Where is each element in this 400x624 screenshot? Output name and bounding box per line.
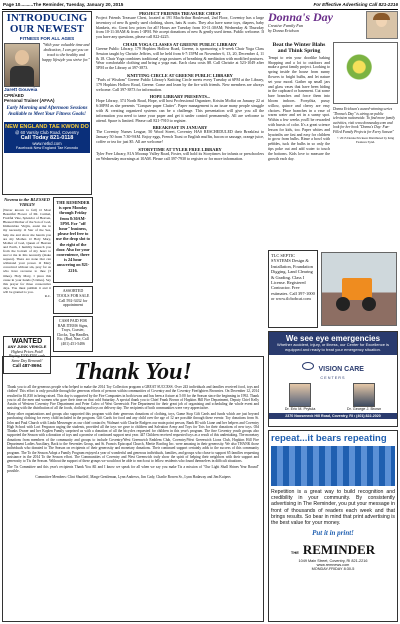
reminder-addr3: MONDAY-FRIDAY 8:30-5 (311, 567, 355, 572)
gym-phone: Call Today 821-0118 (20, 135, 74, 141)
header-rule (2, 9, 398, 10)
repeat-ad (268, 430, 398, 622)
thank-you-committee: Committee Members: Clint Shurtleff, Marge Gentleman, Lynn Andrews, Jim Cady, Charlie Bowen Sr., Lynn Hadaway and Jim Kuipers (35, 474, 231, 479)
page-header-right: For Effective Advertising Call 821-2216 (313, 2, 398, 7)
repeat-cta: Put it in print! (312, 529, 354, 538)
thank-you-p1: Thank you to all the generous people who helped to make the 2014 Toy Collection program a GREAT SUCCESS. Over 243 individuals and families received food, toys and clothes! This effort is only possible through the generous efforts of persons within communities of Coventry and the Coventry Firefighters Brownies. On December 12, 2014 resulted in $1,830 in being raised. This day is supported by the Fire Companies in both towns and has been a fixture at 5:00 for the Season since the beginning in 1992. Thank you to all the men and women who gave their time on that cold Saturday. A special thank you to Chief Frank Brown of Hopkins Hill Fire Department, Deputy Chief Kelly Austin of Western Coventry Fire Department and Peter Calvo of West Greenwich Fire Department for their great job of organizing and scheduling the whole event and assisting with the distribution of all the foods, clothing and toys on delivery day. The recipients of both communities were very appreciative. (7, 385, 259, 411)
thank-you-p3: The Tis Committee and this year's recipients Thank You All and I know we speak for all when we say you make Tis a mission of "Our Light Shall Shines Year Round" possible. (7, 464, 259, 474)
tlc-septic-ad (268, 250, 318, 328)
donna-byline: by Donna Erickson (268, 28, 299, 33)
storytime-title: STORYTIME AT TYLER FREE LIBRARY (138, 146, 222, 152)
knitting-title: KNITTING CIRCLE AT GREENE PUBLIC LIBRARY (127, 72, 233, 78)
novena-initials: R.C. (44, 293, 51, 298)
vision-brand-sub: CENTERS (320, 375, 346, 380)
repeat-body: Repetition is a great way to build recognition and credibility in your community. By consistently advertising in The Reminder, you put your message in front of thousands of readers each week and that brings results. So bear in mind that print advertising is the best value for your money. (271, 489, 395, 527)
assorted-tools-ad (53, 286, 93, 314)
donna-head: Beat the Winter Blahs and Think Spring (272, 42, 326, 55)
wanted-sub: ANY JUNK VEHICLE (7, 344, 47, 350)
donna-photo (366, 11, 398, 39)
reminder-office-box (53, 197, 93, 283)
breakfast-title: BREAKFAST IN JANUARY (152, 125, 208, 131)
trainer-photo (4, 43, 40, 87)
novena-body: (Never known to fail) O Most Beautiful Flower of Mt. Carmel, Fruitful Vine, Splendor of Heaven, Blessed Mother of the Son of God, Immaculate Virgin, assist me in my necessity. O Star of the Sea, help me and show me herein you are my Mother. O Holy Mary, Mother of God, Queen of Heaven and Earth, I humbly beseech you from the bottom of my heart to succor me in this necessity (make request). There are none that can withstand your power. O Mary conceived without sin, pray for us who have recourse to thee (3 times). Holy Mary, I place this cause in your hands (3 times). Say this prayer for three consecutive days. You must publish it and it will be granted to you. (3, 208, 51, 294)
thank-you-p2: Many other organizations and groups also supported this program with their generous donations of clothing, toys, Game Stop Gift Cards and funds which are just beyond purchasing clothing for every child included in the program. Gift Cards for food and any child over the age of 12 are possible through these events: Toy donations from St. John and Paul Church with Linda Messenger as our chief contact'er, Walmart with Charlie Rodgers our main point person, Bank RI with Liane and her helpers and Coventry High School with Lori Ferguson urging the students, provided all the toys we gave to children and Salvation Army and Toys for Tots for their donations of new toys. Old Thanks Owner and her Koplen Family surprised us with a donation of all the bicycles requested for children in this year's program. The fine Coventry youth groups also supported the Season with a donation of toys and a promise of continued support next year. 447 Children received requested toys as a result of this undertaking. The monetary donations from members of the community and groups to include Coventry/West Greenwich Emblem Club, Coventry/West Greenwich Lions Club, Hopkins Hill Fire Department Ladies Auxiliary, Back to the Seventies Group, and St. Francis Episcopal Church, Mertie Roofing Inc. were amazing in their generosity. We also THANK those individuals who donated to The Season on recipients of their generosity and monetary donations. Their continued support certainly adds to the success of this community program. The To the Season Adopt a Family Program enjoyed a year of wonderful and generous individuals, families, and groups who chose to support 65 families requesting assistance in the 2014 To the Season effort. The Communities of Coventry and West Greenwich truly show the spirit of helping their neighbors with their support and generosity to Tis the Season. Without the support of these groups we would not be able to reach out to fellow residents who found themselves in difficult situations. (7, 411, 259, 464)
spring-flowers-photo (333, 42, 398, 104)
trainer-cred: CPR/AED (4, 93, 24, 98)
assorted-text: ASSORTED TOOLS FOR SALE Call 592-3432 for appointment (56, 288, 90, 308)
office-hours-text: THE REMINDER is open Monday through Friday from 8:30AM-5PM. For "off hour" business, please feel free to use the drop slot to the right of the door. Also for your convenience, there is 24 hour answering on 821-2216. (56, 200, 90, 273)
reminder-the: THE (290, 550, 299, 556)
trainer-cred2: Personal Trainer (AFAA) (4, 98, 55, 103)
doctor-1-photo (289, 383, 311, 407)
doctor-2-photo (353, 383, 375, 407)
novena-notice (3, 197, 51, 333)
donna-credit: © 2015 Donna Erickson Distributed by King Features Synd. (336, 136, 395, 144)
eye-icon (302, 362, 314, 370)
vision-care-ad (268, 331, 398, 427)
vision-brand-name: VISION CARE (318, 365, 364, 373)
gym-address: @ 60 Varsity Club Road, Coventry (15, 130, 79, 135)
gym-name: NEW ENGLAND TAE KWON DO (5, 124, 89, 130)
vision-address: 2370 Nooseneck Hill Road, Coventry, RI • (401) 822-2020 (269, 413, 397, 419)
page-header-left: Page 10..........The Reminder, Tuesday, January 20, 2015 (3, 2, 124, 7)
gym-banner (4, 122, 90, 153)
reminder-addr2[interactable]: www.remnews.com (316, 563, 350, 568)
breakfast-body: The Coventry Nurses League, 50 Wood Street, Coventry HAS RESCHEDULED their Breakfast to January 50 from 7:30-9AM. Enjoy eggs, French Toast or English muffin, bacon or sausage, orange juice, coffee or tea for just $5. All are welcome! (96, 129, 264, 144)
wanted-line2: Paying $200-$300 cash (8, 354, 46, 359)
vision-head: We see eye emergencies (285, 334, 381, 343)
wanted-title: WANTED (11, 338, 43, 345)
novena-title: Novena to the BLESSED VIRGIN (4, 197, 50, 207)
donna-sub: Creative Family Fun (268, 23, 303, 28)
gym-facebook[interactable]: Facebook New England Tae Kwondo (15, 146, 79, 151)
wanted-phone: Call 487-8694 (12, 363, 42, 369)
donna-title: Donna's Day (268, 11, 334, 24)
reminder-addr1: 1049 Main Street, Coventry, RI 821-2216 (298, 559, 368, 564)
thank-you-letter (2, 356, 264, 622)
hope-body: Hope Library, 374 North Road, Hope, will host Professional Organizer, Kristin Moffat on January 22 at 6:30PM as she presents "Conquer paper Clutter". Paper management is an issue many people struggle with & creating organized systems can be a challenge. This presentation will give you all the information you need to tame your paper and get it under control permanently. All are welcome to attend. Space is limited. Please call 821-7910 to register. (96, 98, 264, 123)
session-cta: Early Morning and Afternoon Sessions Available to Meet Your Fitness Goals! (6, 106, 88, 117)
friends-title: PROJECT FRIENDS TREASURE CHEST (139, 11, 221, 16)
donna-caption: Donna Erickson's award-winning series "Donna's Day" is airing on public television nationwide. To find more family activities, visit www.donnasday.com and look for her book "Donna's Day: Fun-Filled Family Projects for Every Season" (333, 107, 395, 134)
vision-sub: Whether accident, injury, or illness, our Center for Excellence is equipped and ready to treat your emergency situation. (277, 342, 389, 352)
thank-you-title: Thank You! (74, 359, 192, 385)
bobcat-photo (321, 252, 397, 326)
newest-trainer-ad (2, 11, 92, 195)
cash-paid-ad (53, 316, 93, 352)
storytime-body: Tyler Free Library, 81A Moosup Valley Road, Foster, will hold its Storytimes for infants or preschoolers on Wednesday mornings at 10AM. Please call 397-7930 to register or for more information. (96, 150, 264, 161)
vision-brand (269, 358, 397, 376)
hope-title: HOPE LIBRARY PRESENTS... (149, 94, 211, 100)
repeat-head: repeat...it bears repeating (271, 433, 387, 444)
reminder-logo: REMINDER (302, 542, 376, 558)
gym-web[interactable]: www.netkd.com (32, 141, 62, 147)
wanted-line1: Highest Prices Paid! (11, 350, 43, 354)
tlc-text: TLC SEPTIC SYSTEMS Design & Installation, Foundation Digging, Land Clearing & Grading. Class I License. Registered Contractor. Free estimates. Call 397-1000 or www.tlcbobcat.com (271, 253, 315, 302)
doctor-1-name: Dr. Eric M. Prytula (284, 406, 316, 411)
friends-body: Project Friends Treasure Chest, located at 191 MacArthur Boulevard, 2nd Floor, Coventry has a large inventory of new & gently used clothing, shoes, hats & coats. They also have some toys, diapers, baby blankets, etc. Great low prices for all! Hours are Tuesday from 10-11:30AM; Wednesday & Thursday from 10-11:30AM & from 1-3PM. We accept donations of new & gently used items. Public welcome. If you have any questions, please call 822-4225. (96, 15, 264, 40)
yoga-title: CHAIR YOGA CLASSES AT GREENE PUBLIC LIBRARY (122, 41, 238, 47)
ad-title-2: OUR NEWEST (9, 23, 85, 35)
ad-subtitle: FITNESS FOR ALL AGES (19, 36, 75, 41)
vision-header (269, 332, 397, 355)
donna-body: Tempt to rein your doorlike baking Shopping and a lot to outdoors and make a great family project. Looking to spring inside the house from sunny flowers to bright bulbs, and let nature set your mood. Gather up small jars and glass vases that have been hiding in the cupboard or basement. Cut some bare branches and force them into bloom indoors. Forsythia, pussy willow, quince and cherry are easy choices. Place branches in a vase of warm water and set in a sunny spot. Within a few weeks you'll be rewarded with bursts of color. It's a great science lesson for kids, too. Paper whites and hyacinths are fast and easy for children to grow from bulbs. Rinse a bowl with pebbles, tuck the bulbs in so only the tips poke out and add water to touch the bottoms. Kids love to measure the growth each day. (268, 55, 330, 161)
trainer-name: Jarett Gouveia (4, 88, 38, 93)
yoga-body: Greene Public Library, 179 Hopkins Hollow Road, Greene, is sponsoring a 6-week Chair Yoga Class Session taught by Christie Jeffries, will be held from 6-7:15PM on November 6, 13, 20, December 4, 11 & 18. Chair Yoga combines traditional yoga postures of breathing & meditation with modified postures. Wear comfortable clothing and bring a yoga mat. Each class costs $8. Call Christie at 523-1049 after 5PM or the Library at 397-3873. (96, 45, 264, 71)
megaphone-image (271, 446, 395, 486)
knitting-body: "Purls of Wisdom" Greene Public Library's Knitting Circle meets every Tuesday at 6PM at the Library, 179 Hopkins Hollow Road, Greene. Come and learn by the fire with friends. New members are always welcome. Call 397-3873 for information. (96, 76, 264, 92)
donnas-day-column (268, 11, 398, 247)
cash-text: CASH PAID FOR BAR ITEMS Signs, Trays, Coaster, Clocks, Tap Handles, Etc. (Bud, Narr, Call (401) 451-5486 (56, 319, 90, 346)
ad-title-1: INTRODUCING (6, 12, 88, 24)
community-notes (96, 11, 264, 354)
doctor-2-name: Dr. George J. Brown (346, 406, 382, 411)
trainer-quote: "With your valuable time and dedication, I can get you on track to the healthy and happy lifestyle you strive for." (42, 42, 90, 62)
wanted-line3: Same Day Removal! (11, 358, 43, 363)
